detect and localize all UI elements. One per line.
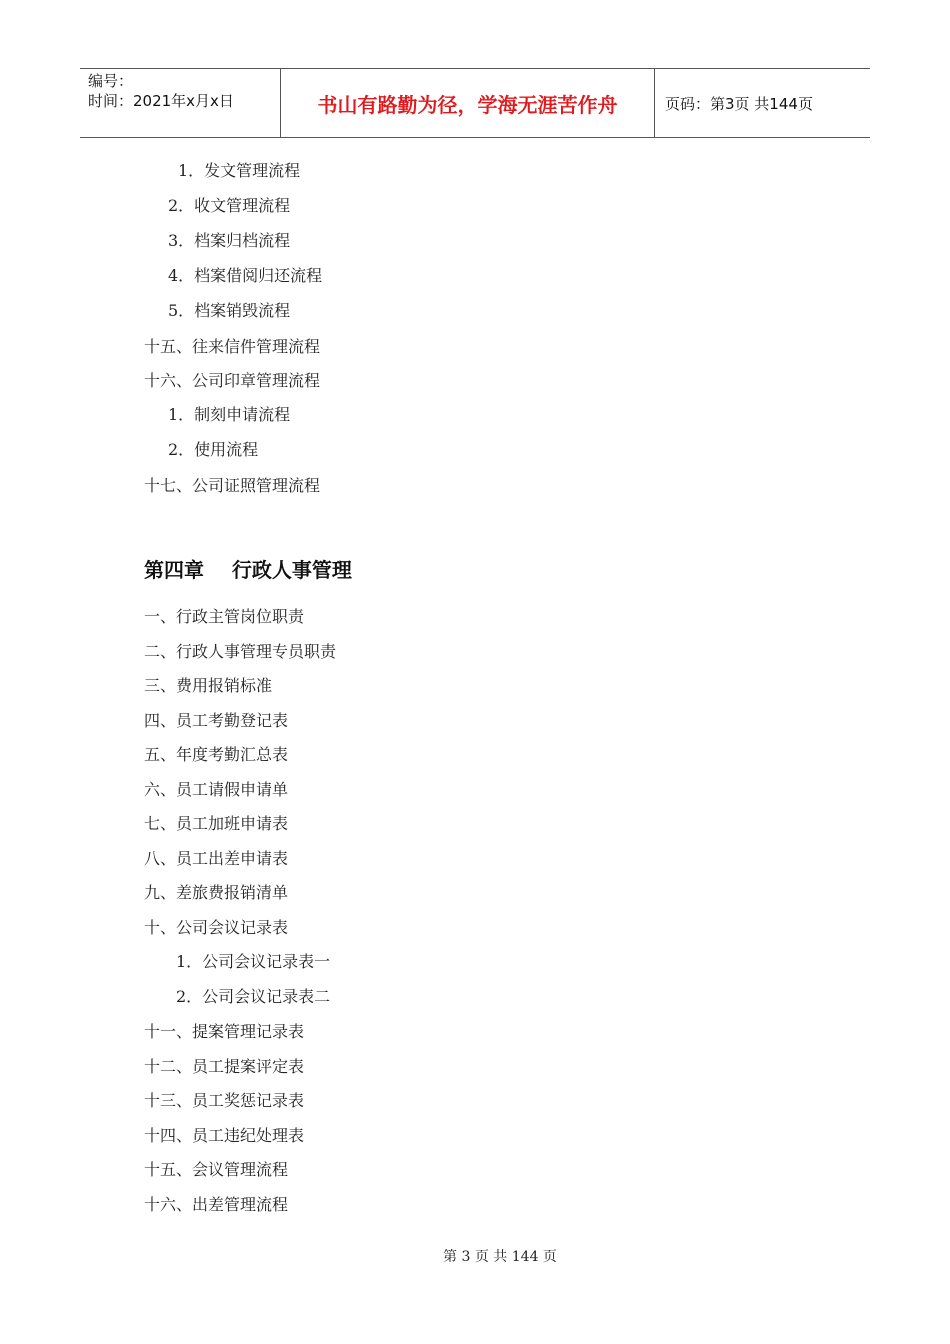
toc-item: 十七、公司证照管理流程	[144, 476, 321, 495]
toc-item: 十六、出差管理流程	[144, 1195, 289, 1214]
serial-label: 编号：	[88, 72, 134, 90]
toc-item: 1．制刻申请流程	[168, 405, 291, 424]
toc-item: 十三、员工奖惩记录表	[144, 1091, 305, 1110]
toc-item: 五、年度考勤汇总表	[144, 745, 289, 764]
toc-item: 十二、员工提案评定表	[144, 1057, 305, 1076]
toc-item: 七、员工加班申请表	[144, 814, 289, 833]
toc-item: 十一、提案管理记录表	[144, 1022, 305, 1041]
header-motto: 书山有路勤为径，学海无涯苦作舟	[281, 69, 655, 137]
toc-item: 2．收文管理流程	[168, 196, 291, 215]
page-footer: 第 3 页 共 144 页	[443, 1249, 557, 1265]
toc-item: 3．档案归档流程	[168, 231, 291, 250]
toc-item: 1．公司会议记录表一	[176, 952, 331, 971]
date-label: 时间：2021年x月x日	[88, 92, 234, 110]
toc-item: 十、公司会议记录表	[144, 918, 289, 937]
toc-item: 八、员工出差申请表	[144, 849, 289, 868]
toc-item: 九、差旅费报销清单	[144, 883, 289, 902]
toc-item: 5．档案销毁流程	[168, 301, 291, 320]
toc-item: 三、费用报销标准	[144, 676, 273, 695]
toc-item: 2．使用流程	[168, 440, 259, 459]
toc-item: 四、员工考勤登记表	[144, 711, 289, 730]
toc-item: 十六、公司印章管理流程	[144, 371, 321, 390]
chapter-title: 第四章 行政人事管理	[144, 558, 352, 582]
toc-item: 十五、往来信件管理流程	[144, 337, 321, 356]
toc-item: 二、行政人事管理专员职责	[144, 642, 337, 661]
header-meta	[80, 69, 281, 137]
toc-item: 六、员工请假申请单	[144, 780, 289, 799]
page-header	[80, 68, 870, 138]
toc-item: 4．档案借阅归还流程	[168, 266, 323, 285]
header-page-info: 页码：第3页 共144页	[665, 94, 813, 113]
toc-item: 1．发文管理流程	[178, 161, 301, 180]
toc-item: 2．公司会议记录表二	[176, 987, 331, 1006]
toc-item: 十五、会议管理流程	[144, 1160, 289, 1179]
toc-item: 一、行政主管岗位职责	[144, 607, 305, 626]
toc-item: 十四、员工违纪处理表	[144, 1126, 305, 1145]
